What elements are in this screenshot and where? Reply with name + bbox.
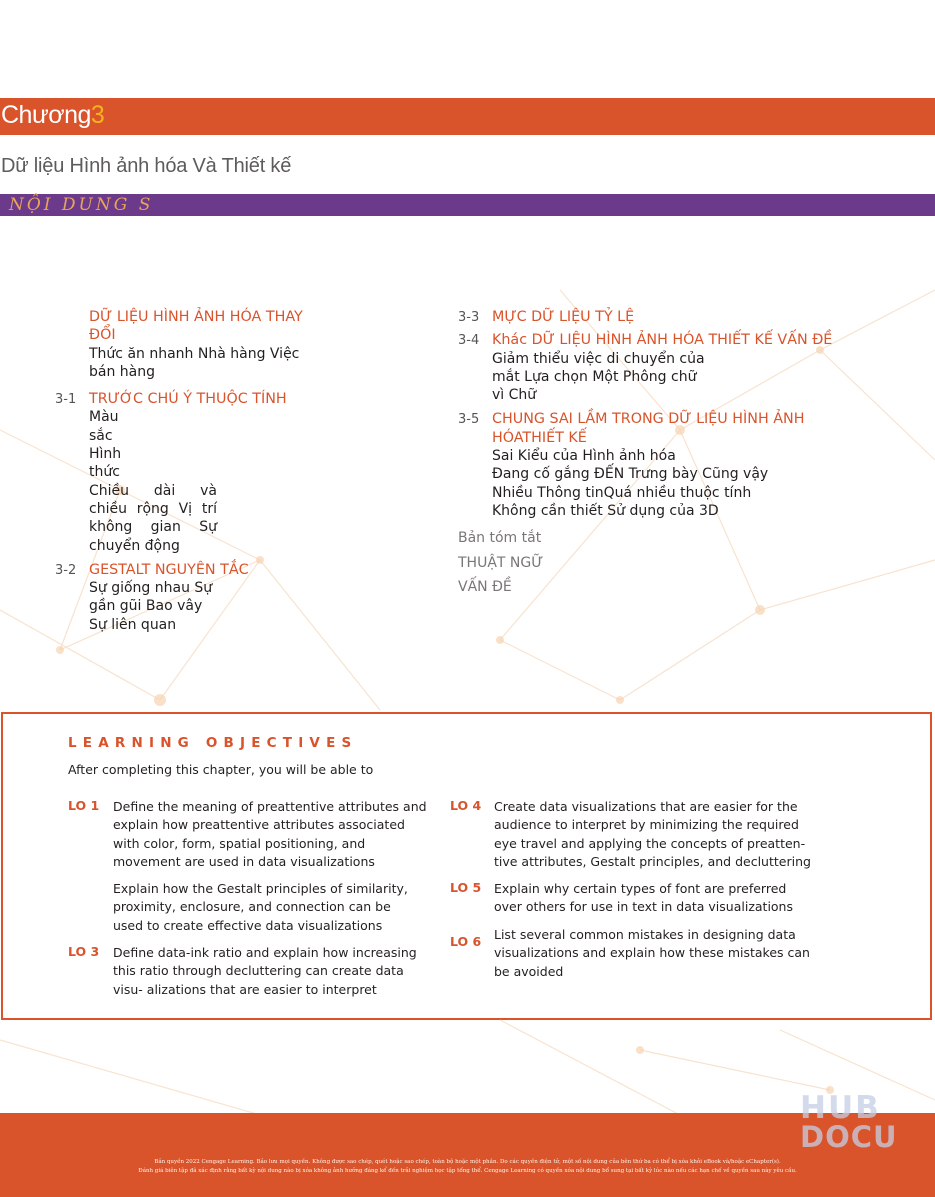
toc-section-3-1 [55, 390, 287, 555]
toc-heading[interactable]: MỰC DỮ LIỆU TỶ LỆ [492, 309, 635, 325]
footer-bar [0, 1113, 935, 1197]
toc-item[interactable]: Thức ăn nhanh Nhà hàng Việc bán hàng [89, 345, 300, 380]
toc-section-3-2 [55, 561, 249, 634]
chapter-word: Chương [1, 101, 91, 129]
network-background-bottom [0, 1020, 935, 1115]
contents-label: NỘI DUNG S [9, 195, 154, 215]
lo6-label: LO 6 [450, 934, 482, 949]
copyright-line-2: Đánh giá biên tập đã xác định rằng bất kỳ nội dung nào bị xóa không ảnh hưởng đáng kể đến trải nghiệm học tập tổng thể. Cengage Learning có quyền xóa nội dung bổ sung tại bất kỳ lúc nào nếu các hạn chế về quyền sau này yêu cầu. [138, 1168, 797, 1174]
toc-summary[interactable]: Bản tóm tắt [458, 530, 542, 547]
lo4-label: LO 4 [450, 798, 482, 813]
watermark-line-2: DOCU [800, 1120, 898, 1154]
toc-section-intro [89, 308, 319, 381]
toc-section-3-5 [458, 410, 858, 520]
toc-right-column [458, 308, 858, 596]
lo6-text: List several common mistakes in designing data visualizations and explain how these mistakes can be avoided [494, 927, 810, 979]
lo5-text: Explain why certain types of font are preferred over others for use in text in data visualizations [494, 881, 793, 915]
toc-item[interactable]: Chiều dài và chiều rộng Vị trí không gian Sự chuyển động [89, 482, 217, 554]
lo3-label: LO 3 [68, 944, 100, 959]
contents-bar [0, 194, 935, 216]
toc-heading[interactable]: Khác DỮ LIỆU HÌNH ẢNH HÓA THIẾT KẾ VẤN ĐỀ [492, 332, 833, 349]
toc-number: 3-2 [55, 562, 77, 578]
toc-item[interactable]: Sai Kiểu của Hình ảnh hóa [492, 448, 676, 465]
toc-item[interactable]: Sự giống nhau Sự gần gũi Bao vây Sự liên quan [89, 580, 213, 633]
toc-heading[interactable]: GESTALT NGUYÊN TẮC [89, 561, 249, 578]
toc-item[interactable]: Đang cố gắng ĐẾN Trưng bày Cũng vậy [492, 466, 769, 483]
toc-item[interactable]: Giảm thiểu việc di chuyển của mắt Lựa chọn Một Phông chữ vì Chữ [492, 350, 705, 404]
lo3-text: Define data-ink ratio and explain how increasing this ratio through decluttering can create data visu- alizations that are easier to interpret [113, 945, 417, 997]
toc-item[interactable]: Nhiều Thông tinQuá nhiều thuộc tính [492, 484, 752, 501]
toc-item[interactable]: Hình thức [89, 446, 122, 481]
lo1-text: Define the meaning of preattentive attributes and explain how preattentive attributes associated with color, form, spatial positioning, and movement are used in data visualizations [113, 799, 427, 869]
learning-objectives-title: LEARNING OBJECTIVES [68, 735, 358, 751]
lo4-text: Create data visualizations that are easier for the audience to interpret by minimizing the required eye travel and applying the concepts of preatten- tive attributes, Gestalt principles, and decluttering [494, 799, 811, 869]
toc-section-3-3 [458, 308, 858, 326]
lo6-label-clip [450, 934, 490, 949]
toc-number: 3-4 [458, 333, 480, 349]
toc-section-3-4 [458, 331, 858, 404]
chapter-header-bar [0, 98, 935, 135]
toc-problems[interactable]: VẤN ĐỀ [458, 578, 512, 595]
hubdocu-watermark-logo [800, 1090, 905, 1155]
toc-number: 3-3 [458, 310, 480, 325]
chapter-subtitle: Dữ liệu Hình ảnh hóa Và Thiết kế [1, 155, 292, 177]
toc-left-column [55, 308, 335, 634]
toc-heading[interactable]: TRƯỚC CHÚ Ý THUỘC TÍNH [89, 391, 287, 408]
lo5-label: LO 5 [450, 880, 482, 895]
toc-item[interactable]: Màu sắc [89, 409, 119, 444]
chapter-title [1, 101, 104, 130]
watermark-line-1: HUB [800, 1090, 881, 1126]
lo1-label: LO 1 [68, 798, 100, 813]
toc-extras [458, 529, 858, 596]
toc-glossary[interactable]: THUẬT NGỮ [458, 554, 544, 571]
toc-number: 3-5 [458, 412, 480, 428]
lo2-text: Explain how the Gestalt principles of similarity, proximity, enclosure, and connection can be used to create effective data visualizations [113, 881, 408, 933]
toc-heading[interactable]: CHUNG SAI LẦM TRONG DỮ LIỆU HÌNH ẢNH HÓATHIẾT KẾ [492, 411, 805, 446]
learning-objectives-intro: After completing this chapter, you will be able to [68, 762, 374, 777]
toc-number: 3-1 [55, 392, 77, 408]
chapter-number: 3 [90, 101, 105, 129]
toc-heading[interactable]: DỮ LIỆU HÌNH ẢNH HÓA THAY ĐỔI [89, 309, 303, 344]
copyright-line-1: Bản quyền 2022 Cengage Learning. Bảo lưu mọi quyền. Không được sao chép, quét hoặc sao chép, toàn bộ hoặc một phần. Do các quyền điện tử, một số nội dung của bên thứ ba có thể bị xóa khỏi eBook và/hoặc eChapter(s). [154, 1159, 781, 1165]
toc-item[interactable]: Không cần thiết Sử dụng của 3D [492, 502, 719, 519]
